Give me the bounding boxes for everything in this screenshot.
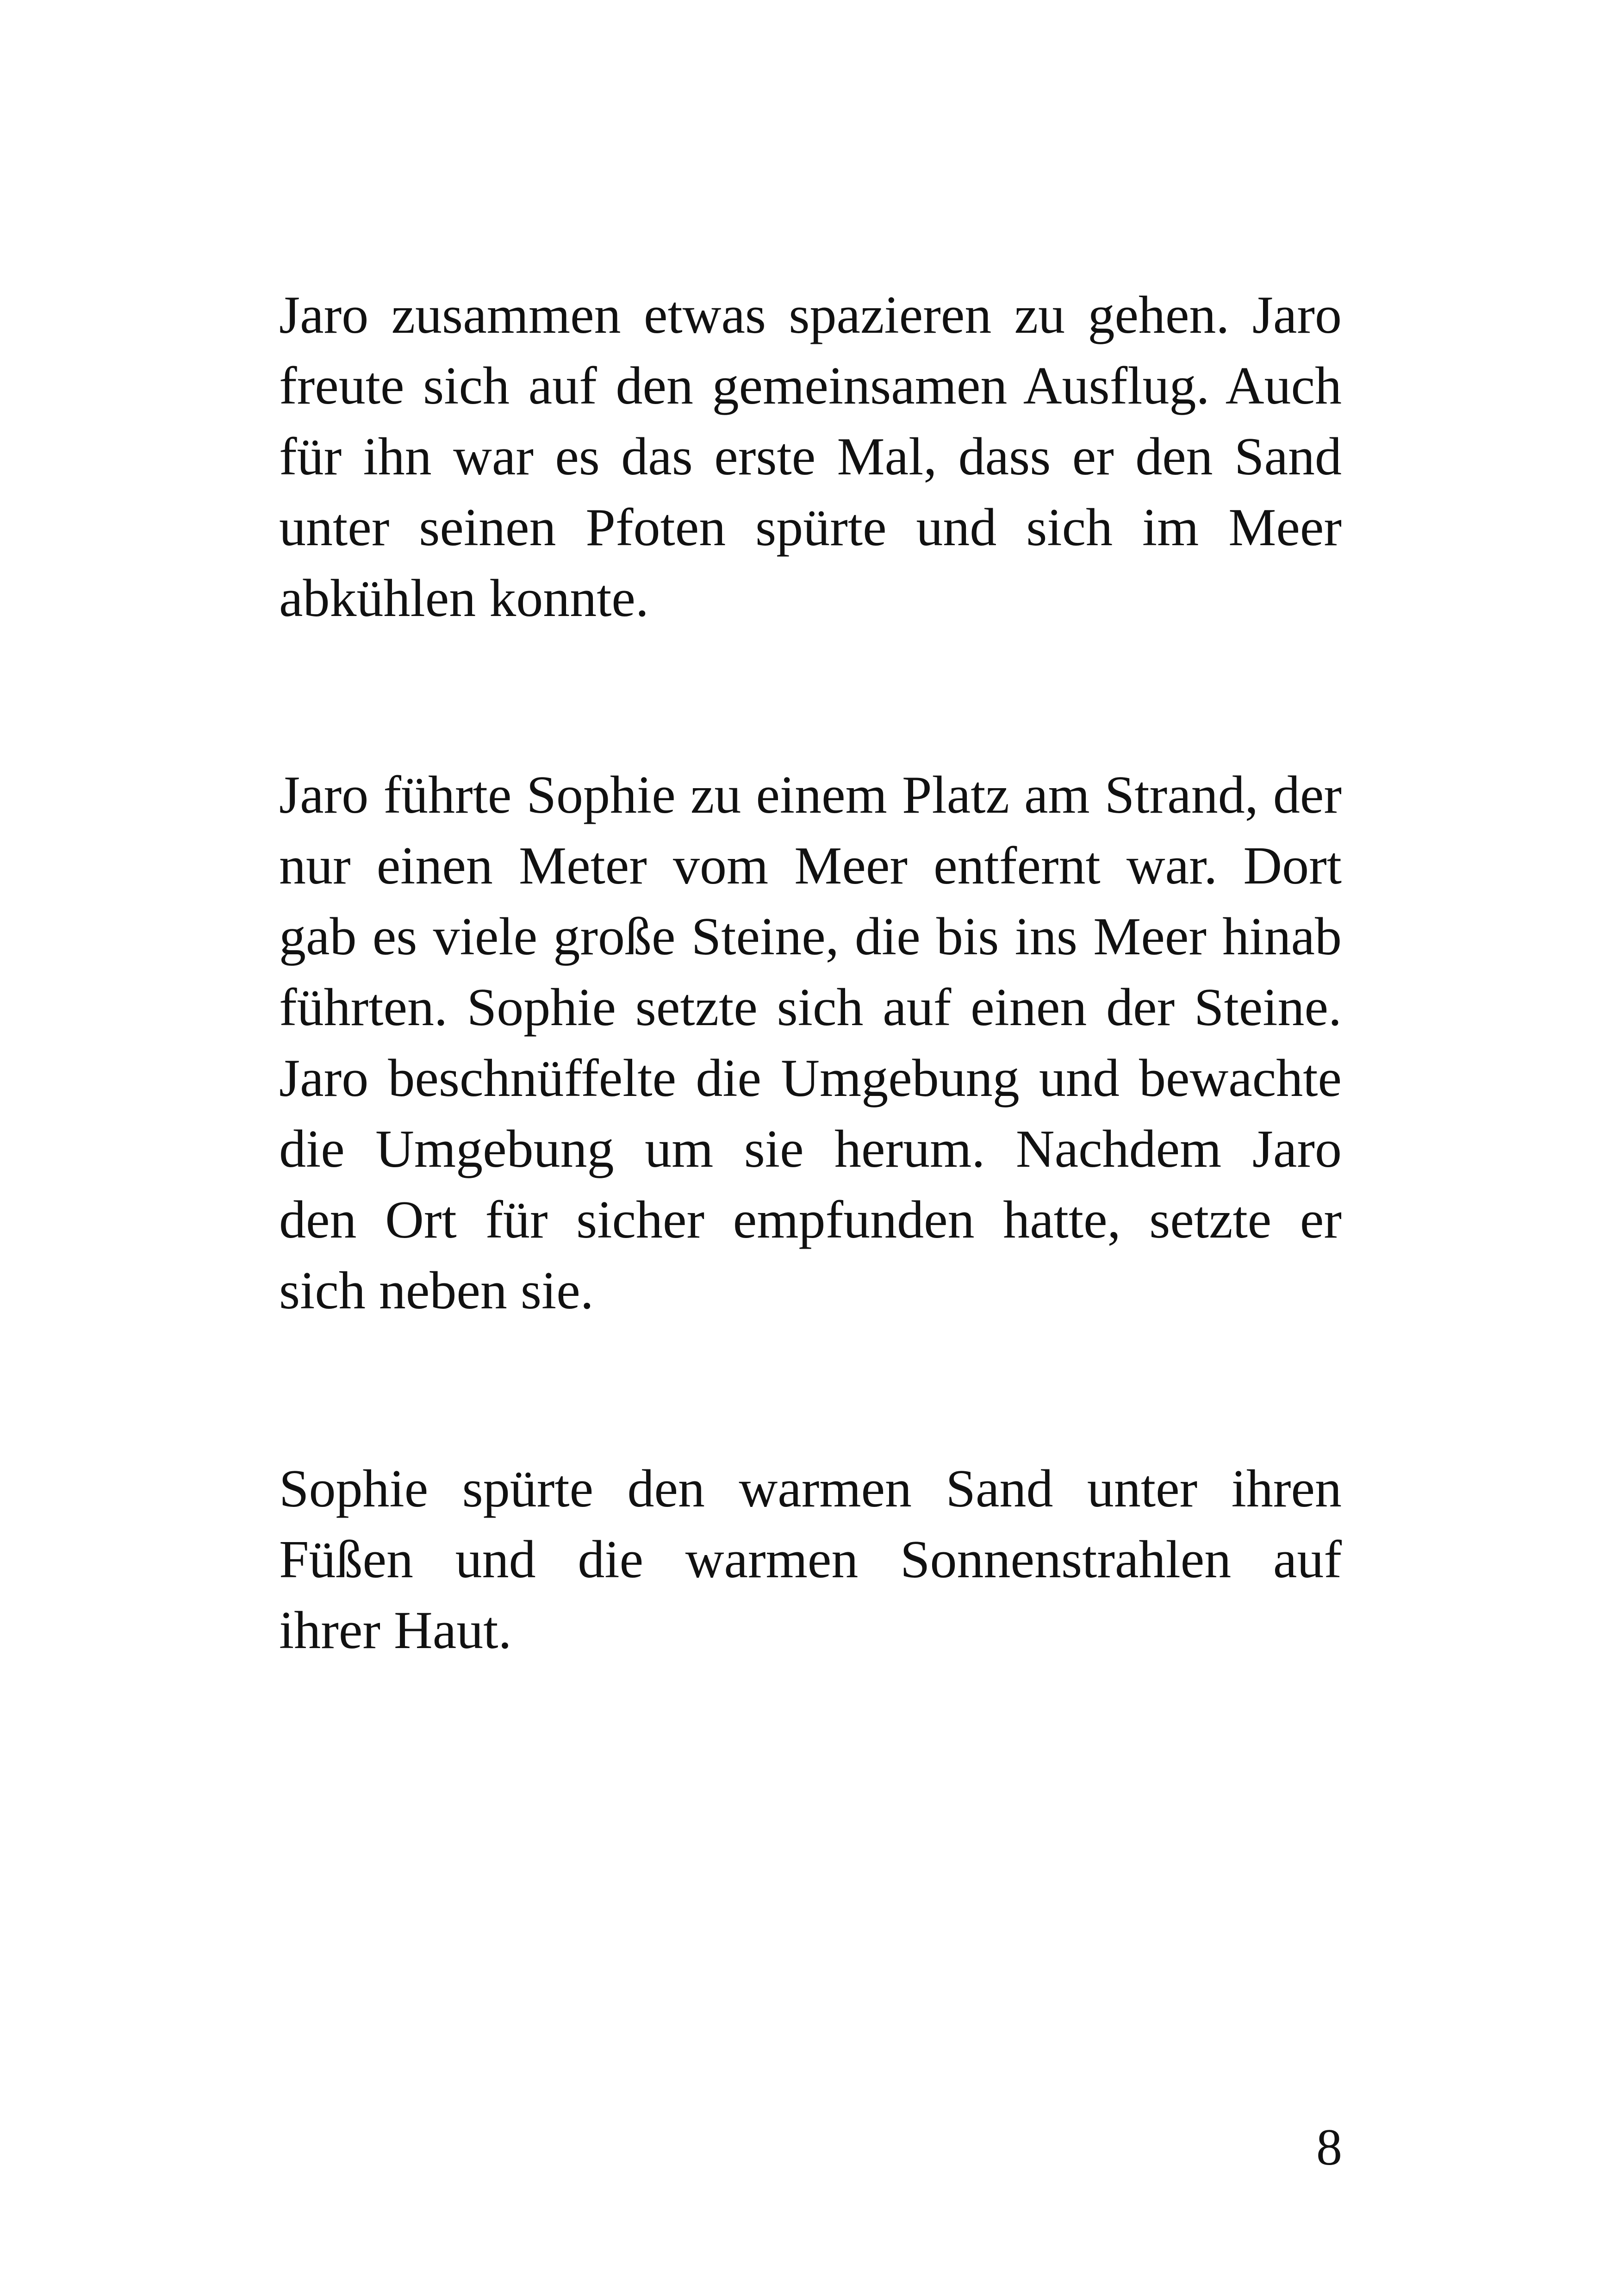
text-line: Jaro zusammen etwas spazieren zu gehen. Jaro — [279, 286, 1342, 345]
text-line: freute sich auf den gemeinsamen Ausflug. Auch — [279, 356, 1342, 416]
text-line: gab es viele große Steine, die bis ins Meer hinab — [279, 907, 1342, 966]
text-line: Sophie spürte den warmen Sand unter ihren — [279, 1459, 1342, 1518]
paragraph-1 — [279, 280, 1342, 634]
page-number: 8 — [1316, 2119, 1342, 2176]
text-line: für ihn war es das erste Mal, dass er den Sand — [279, 427, 1342, 486]
text-line: sich neben sie. — [279, 1261, 594, 1320]
text-line: Füßen und die warmen Sonnenstrahlen auf — [279, 1530, 1342, 1589]
text-line: abkühlen konnte. — [279, 569, 649, 628]
text-line: die Umgebung um sie herum. Nachdem Jaro — [279, 1120, 1342, 1179]
text-line: unter seinen Pfoten spürte und sich im Meer — [279, 498, 1342, 557]
text-line: nur einen Meter vom Meer entfernt war. Dort — [279, 836, 1342, 896]
text-line: ihrer Haut. — [279, 1601, 512, 1660]
paragraph-3 — [279, 1454, 1342, 1666]
text-line: Jaro führte Sophie zu einem Platz am Strand, der — [279, 765, 1342, 825]
text-line: Jaro beschnüffelte die Umgebung und bewachte — [279, 1049, 1342, 1108]
text-line: den Ort für sicher empfunden hatte, setzte er — [279, 1190, 1342, 1250]
text-line: führten. Sophie setzte sich auf einen der Steine. — [279, 978, 1342, 1037]
paragraph-2 — [279, 760, 1342, 1326]
